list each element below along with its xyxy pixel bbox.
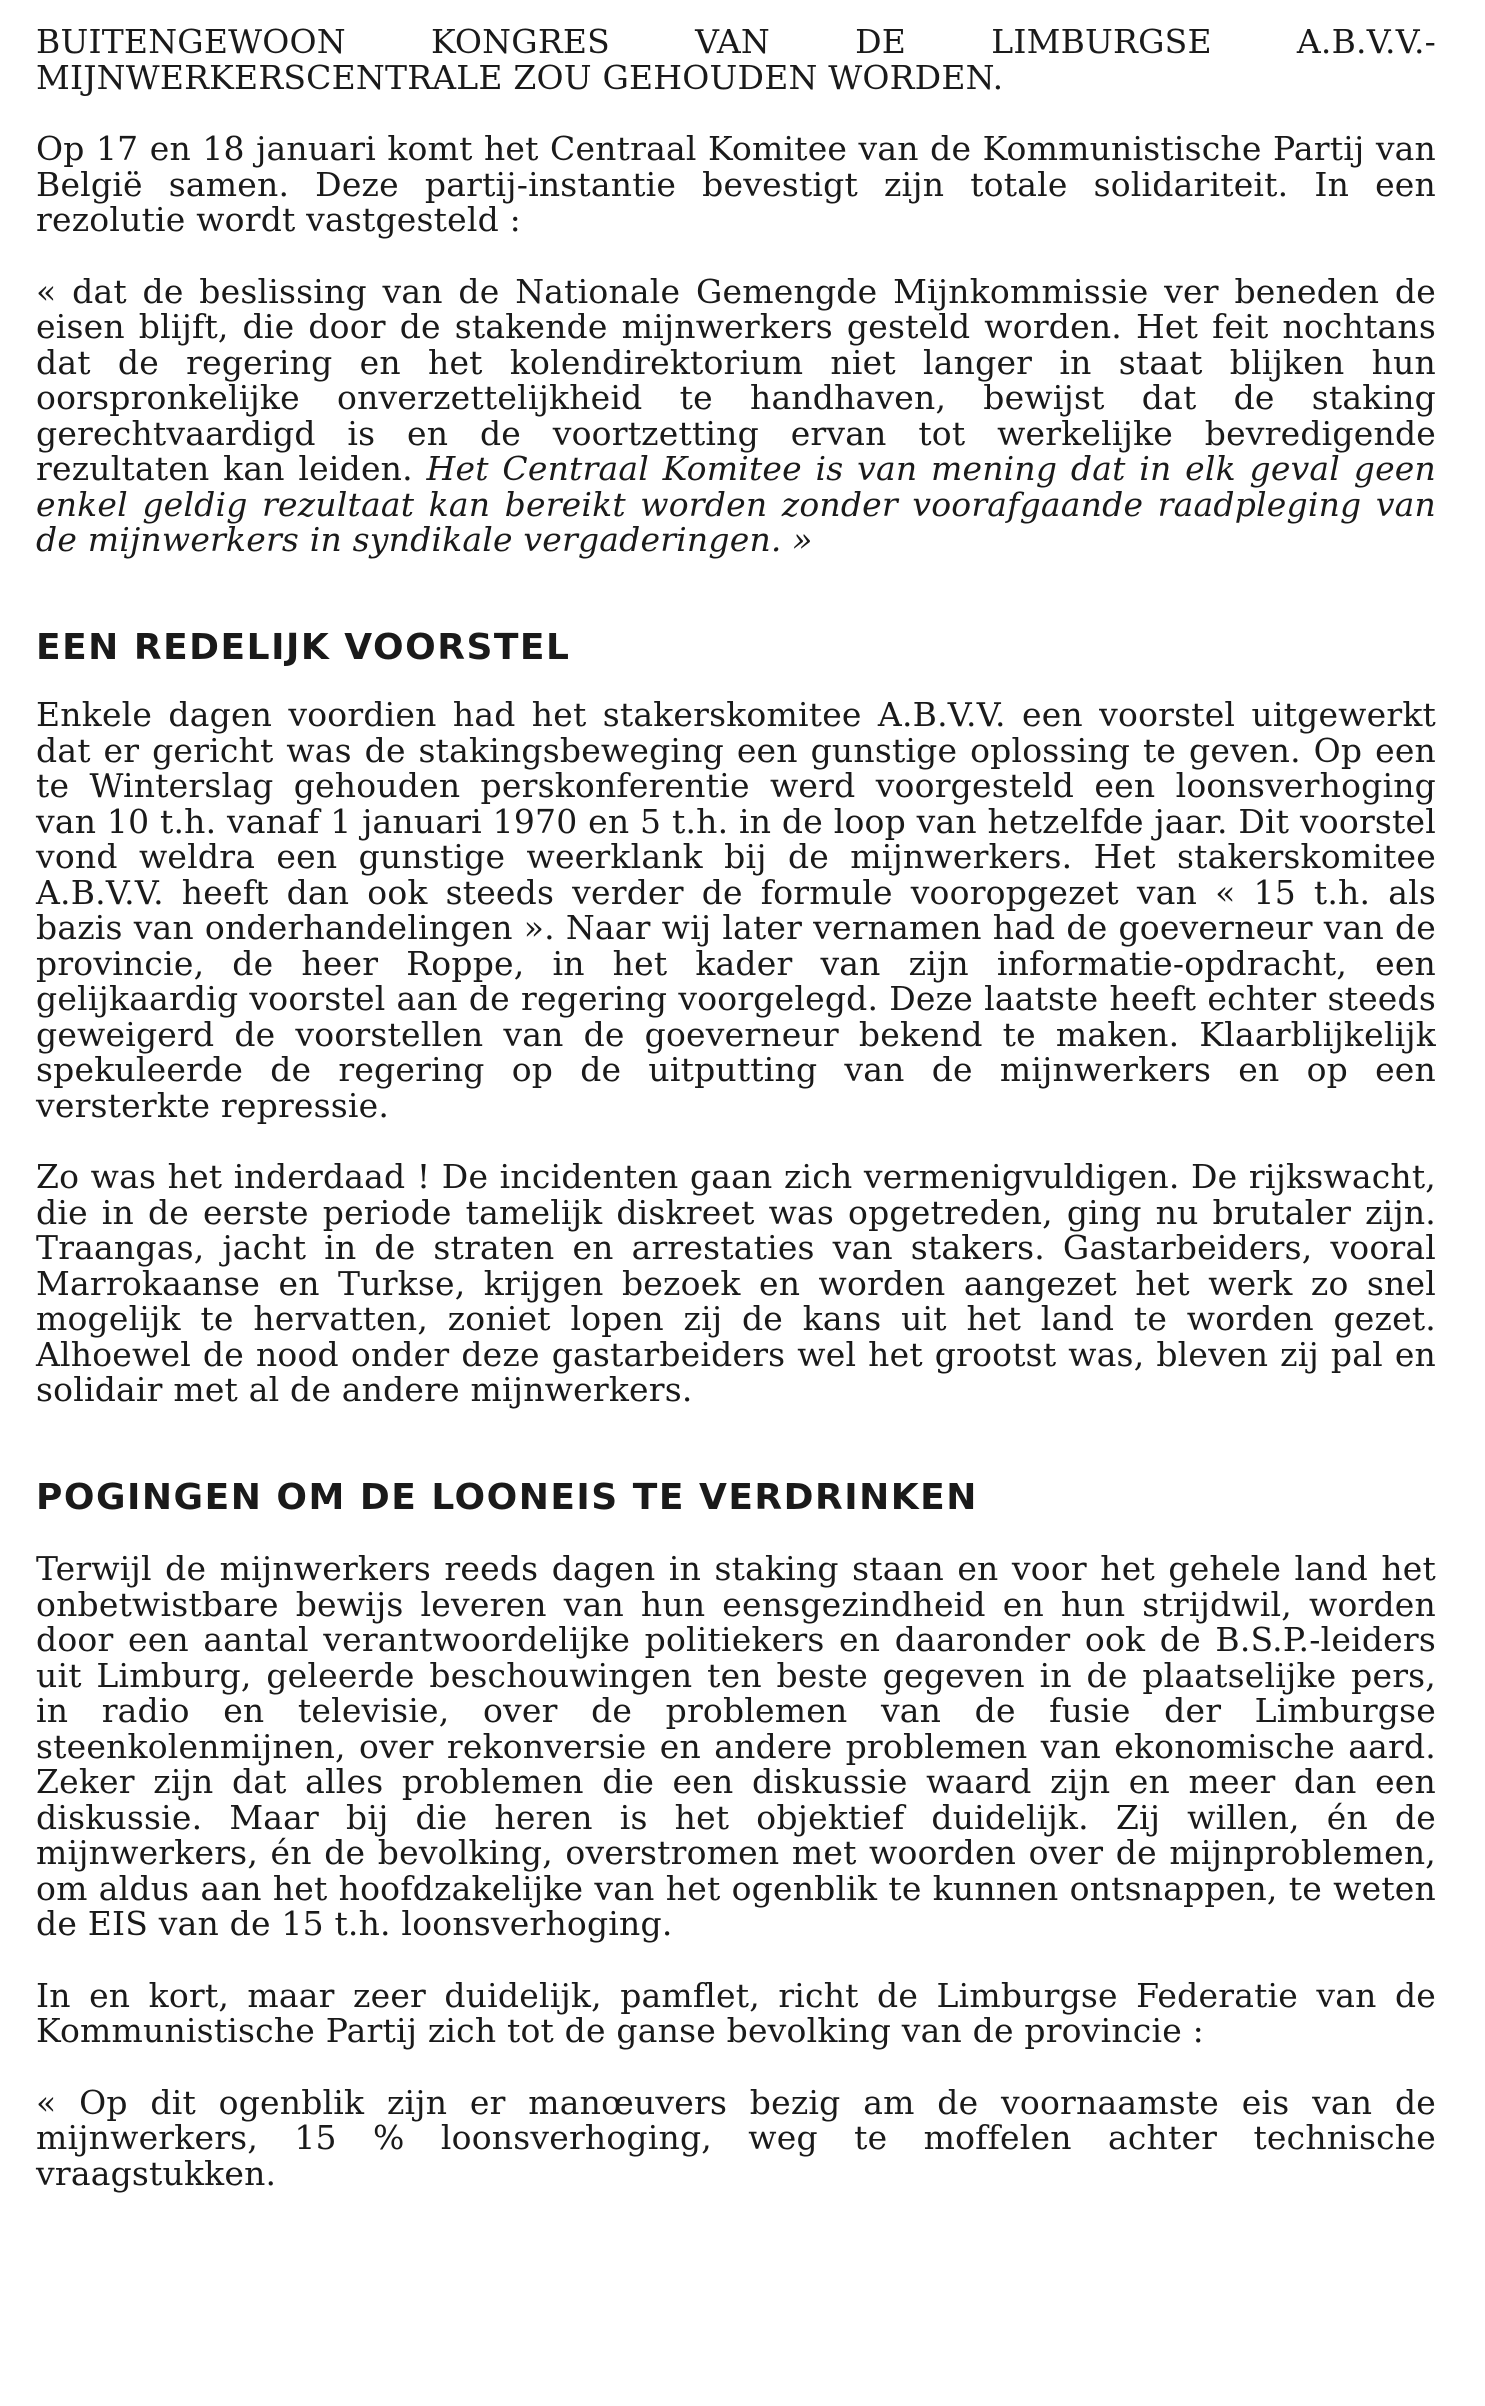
section-heading-looneis: POGINGEN OM DE LOONEIS TE VERDRINKEN: [36, 1476, 978, 1518]
intro-paragraph: BUITENGEWOON KONGRES VAN DE LIMBURGSE A.B.V.V.-MIJNWERKERSCENTRALE ZOU GEHOUDEN WORDEN.: [36, 22, 1436, 97]
quote-resolution-italic: Het Centraal Komitee is van mening dat in elk geval geen enkel geldig rezultaat kan bereikt worden zonder voorafgaande raadpleging van de mijnwerkers in syndikale vergaderingen. »: [36, 449, 1436, 559]
paragraph-pamphlet: In en kort, maar zeer duidelijk, pamflet, richt de Limburgse Federatie van de Kommunistische Partij zich tot de ganse bevolking van de provincie :: [36, 1975, 1436, 2050]
paragraph-incidents: Zo was het inderdaad ! De incidenten gaan zich vermenigvuldigen. De rijkswacht, die in de eerste periode tamelijk diskreet was opgetreden, ging nu brutaler zijn. Traangas, jacht in de straten en arrestaties van stakers. Gastarbeiders, vooral Marrokaanse en Turkse, krijgen bezoek en worden aangezet het werk zo snel mogelijk te hervatten, zoniet lopen zij de kans uit het land te worden gezet. Alhoewel de nood onder deze gastarbeiders wel het grootst was, bleven zij pal en solidair met al de andere mijnwerkers.: [36, 1157, 1436, 1409]
quote-resolution-roman: « dat de beslissing van de Nationale Gemengde Mijnkommissie ver beneden de eisen blijft, die door de stakende mijnwerkers gesteld worden. Het feit nochtans dat de regering en het kolendirektorium niet langer in staat blijken hun oorspronkelijke onverzettelijkheid te handhaven, bewijst dat de staking gerechtvaardigd is en de voortzetting ervan tot werkelijke bevredigende rezultaten kan leiden.: [36, 271, 1436, 488]
document-page: [36, 24, 1436, 2191]
paragraph-politicians: Terwijl de mijnwerkers reeds dagen in staking staan en voor het gehele land het onbetwistbare bewijs leveren van hun eensgezindheid en hun strijdwil, worden door een aantal verantwoordelijke politiekers en daaronder ook de B.S.P.-leiders uit Limburg, geleerde beschouwingen ten beste gegeven in de plaatselijke pers, in radio en televisie, over de problemen van de fusie der Limburgse steenkolenmijnen, over rekonversie en andere problemen van ekonomische aard. Zeker zijn dat alles problemen die een diskussie waard zijn en meer dan een diskussie. Maar bij die heren is het objektief duidelijk. Zij willen, én de mijnwerkers, én de bevolking, overstromen met woorden over de mijnproblemen, om aldus aan het hoofdzakelijke van het ogenblik te kunnen ontsnappen, te weten de EIS van de 15 t.h. loonsverhoging.: [36, 1549, 1436, 1943]
quote-pamphlet: « Op dit ogenblik zijn er manœuvers bezig am de voornaamste eis van de mijnwerkers, 15 % loonsverhoging, weg te moffelen achter technische vraagstukken.: [36, 2082, 1436, 2193]
quote-resolution: [36, 271, 1436, 559]
paragraph-central-committee: Op 17 en 18 januari komt het Centraal Komitee van de Kommunistische Partij van België samen. Deze partij-instantie bevestigt zijn totale solidariteit. In een rezolutie wordt vastgesteld :: [36, 129, 1436, 239]
paragraph-proposal: Enkele dagen voordien had het stakerskomitee A.B.V.V. een voorstel uitgewerkt dat er gericht was de stakingsbeweging een gunstige oplossing te geven. Op een te Winterslag gehouden perskonferentie werd voorgesteld een loonsverhoging van 10 t.h. vanaf 1 januari 1970 en 5 t.h. in de loop van hetzelfde jaar. Dit voorstel vond weldra een gunstige weerklank bij de mijnwerkers. Het stakerskomitee A.B.V.V. heeft dan ook steeds verder de formule vooropgezet van « 15 t.h. als bazis van onderhandelingen ». Naar wij later vernamen had de goeverneur van de provincie, de heer Roppe, in het kader van zijn informatie-opdracht, een gelijkaardig voorstel aan de regering voorgelegd. Deze laatste heeft echter steeds geweigerd de voorstellen van de goeverneur bekend te maken. Klaarblijkelijk spekuleerde de regering op de uitputting van de mijnwerkers en op een versterkte repressie.: [36, 695, 1436, 1125]
section-heading-voorstel: EEN REDELIJK VOORSTEL: [36, 626, 571, 668]
